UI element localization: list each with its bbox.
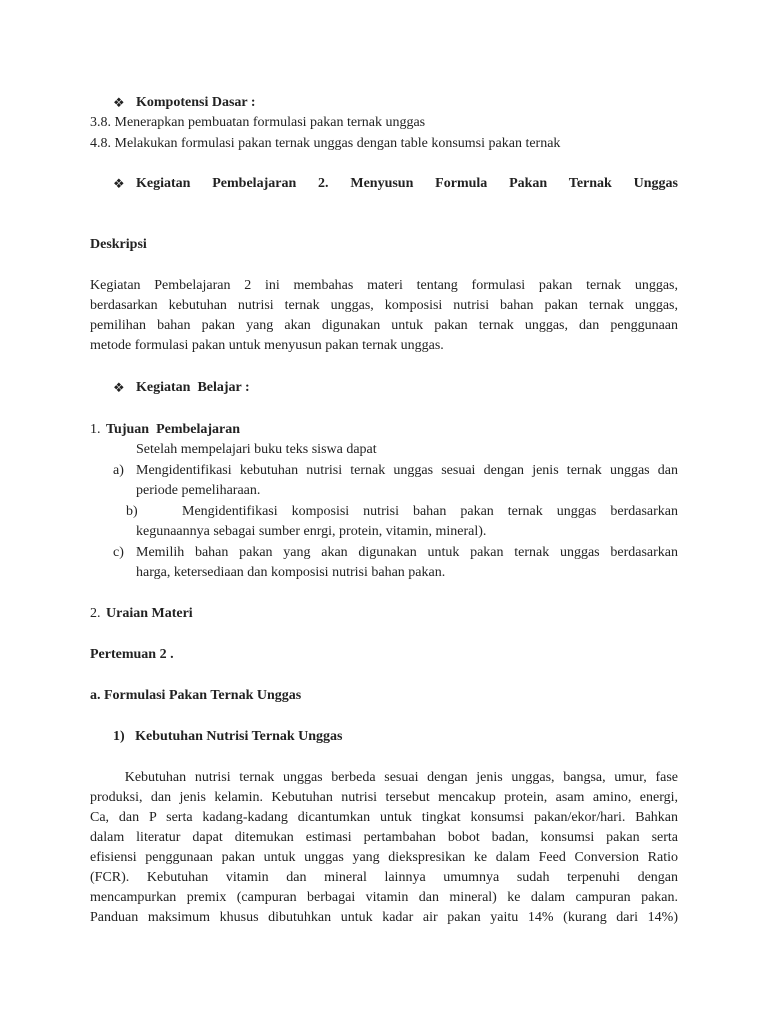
paragraph-line: berdasarkan kebutuhan nutrisi ternak unggas, komposisi nutrisi bahan pakan ternak unggas, xyxy=(90,298,678,313)
list-item-line: Mengidentifikasi kebutuhan nutrisi ternak unggas sesuai dengan jenis ternak unggas dan xyxy=(136,463,678,478)
paragraph-line: efisiensi penggunaan pakan untuk unggas yang diekspresikan ke dalam Feed Conversion Ratio xyxy=(90,850,678,865)
uraian-number: 2. xyxy=(90,606,101,621)
deskripsi-heading: Deskripsi xyxy=(90,237,147,252)
paragraph-line: pemilihan bahan pakan yang akan digunakan untuk pakan ternak unggas, dan penggunaan xyxy=(90,318,678,333)
pertemuan-heading: Pertemuan 2 . xyxy=(90,647,174,662)
list-marker: b) xyxy=(126,504,138,519)
deskripsi-paragraph xyxy=(90,276,678,356)
paragraph-line: Kebutuhan nutrisi ternak unggas berbeda sesuai dengan jenis unggas, bangsa, umur, fase xyxy=(90,770,678,785)
kompetensi-item: 4.8. Melakukan formulasi pakan ternak unggas dengan table konsumsi pakan ternak xyxy=(90,136,561,151)
paragraph-line: produksi, dan jenis kelamin. Kebutuhan nutrisi tersebut mencakup protein, asam amino, energi, xyxy=(90,790,678,805)
body-paragraph xyxy=(90,768,678,928)
paragraph-line: Panduan maksimum khusus dibutuhkan untuk kadar air pakan yaitu 14% (kurang dari 14%) xyxy=(90,910,678,925)
kegiatan-pembelajaran-heading: Kegiatan Pembelajaran 2. Menyusun Formula Pakan Ternak Unggas xyxy=(136,176,678,191)
diamond-bullet-icon: ❖ xyxy=(113,380,125,395)
uraian-heading: Uraian Materi xyxy=(106,606,193,621)
paragraph-line: Kegiatan Pembelajaran 2 ini membahas materi tentang formulasi pakan ternak unggas, xyxy=(90,278,678,293)
list-item-line: Mengidentifikasi komposisi nutrisi bahan pakan ternak unggas berdasarkan xyxy=(182,504,678,519)
list-marker: c) xyxy=(113,545,124,560)
paragraph-line: dalam literatur dapat ditemukan estimasi pertambahan bobot badan, konsumsi pakan serta xyxy=(90,830,678,845)
paragraph-line: Ca, dan P serta kadang-kadang dicantumkan untuk tingkat konsumsi pakan/ekor/hari. Bahkan xyxy=(90,810,678,825)
diamond-bullet-icon: ❖ xyxy=(113,176,125,191)
list-item-line: Memilih bahan pakan yang akan digunakan untuk pakan ternak unggas berdasarkan xyxy=(136,545,678,560)
list-item-line: harga, ketersediaan dan komposisi nutrisi bahan pakan. xyxy=(136,565,446,580)
tujuan-number: 1. xyxy=(90,422,101,437)
tujuan-heading: Tujuan Pembelajaran xyxy=(106,422,241,437)
kompetensi-heading: Kompotensi Dasar : xyxy=(136,95,256,110)
subsection-heading: 1) Kebutuhan Nutrisi Ternak Unggas xyxy=(113,729,343,744)
tujuan-intro: Setelah mempelajari buku teks siswa dapat xyxy=(136,442,377,457)
list-item-line: kegunaannya sebagai sumber enrgi, protein, vitamin, mineral). xyxy=(136,524,487,539)
list-marker: a) xyxy=(113,463,124,478)
kompetensi-item: 3.8. Menerapkan pembuatan formulasi pakan ternak unggas xyxy=(90,115,426,130)
section-heading: a. Formulasi Pakan Ternak Unggas xyxy=(90,688,302,703)
list-item-line: periode pemeliharaan. xyxy=(136,483,261,498)
paragraph-line: metode formulasi pakan untuk menyusun pakan ternak unggas. xyxy=(90,338,444,353)
kegiatan-belajar-heading: Kegiatan Belajar : xyxy=(136,380,250,395)
paragraph-line: (FCR). Kebutuhan vitamin dan mineral lainnya umumnya sudah terpenuhi dengan xyxy=(90,870,678,885)
diamond-bullet-icon: ❖ xyxy=(113,95,125,110)
paragraph-line: mencampurkan premix (campuran berbagai vitamin dan mineral) ke dalam campuran pakan. xyxy=(90,890,678,905)
